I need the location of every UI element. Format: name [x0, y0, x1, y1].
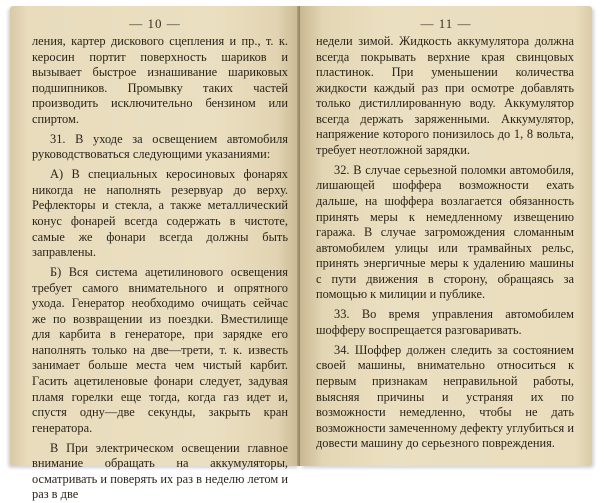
right-page-number: — 11 —: [420, 16, 472, 31]
right-paragraph-1: недели зимой. Жидкость аккумулятора должна всегда покрывать верхние края свинцовых пластинок. При уменьшении количества жидкости каждый раз при осмотре добавлять только дистиллированную воду. Аккумулятор всегда держать заряженными. Аккумулятор, напряжение которого понизилось до 1, 8 вольта, требует неотложной зарядки.: [316, 34, 574, 157]
left-paragraph-2: 31. В уходе за освещением автомобиля руководствоваться следующими указаниями:: [32, 131, 288, 162]
left-paragraph-1: ления, картер дискового сцепления и пр., т. к. керосин портит поверхность шариков и вызывает быстрое изнашивание шариковых подшипников. Промывку таких частей производить исключительно бензином или спиртом.: [32, 34, 288, 126]
right-paragraph-3: 33. Во время управления автомобилем шофферу воспрещается разговаривать.: [316, 307, 574, 337]
right-paragraph-4: 34. Шоффер должен следить за состоянием своей машины, внимательно относиться к первым признакам неправильной работы, выясняя причины и устраняя их по возможности немедленно, чтобы не дать возможности замеченному дефекту углубиться и довести машину до серьезного повреждения.: [316, 342, 574, 451]
right-page-text: [316, 34, 574, 452]
left-paragraph-4: Б) Вся система ацетилинового освещения требует самого внимательного и опрятного ухода. Генератор необходимо очищать сейчас же по возвращении из поездки. Вместилище для карбита в генераторе, при зарядке его наполнять только на две—трети, т. к. известь занимает больше места чем чистый карбит. Гасить ацетиленовые фонари следует, задувая пламя горелки еще тогда, когда газ идет и, спустя одну—две секунды, закрыть кран генератора.: [32, 265, 288, 435]
left-page-number: — 10 —: [129, 16, 181, 31]
left-page: [10, 6, 300, 502]
left-paragraph-3: А) В специальных керосиновых фонарях никогда не наполнять резервуар до верху. Рефлекторы и стекла, а также металлический конус фонарей всегда содержать в чистоте, самые же фонари всегда должны быть заправлены.: [32, 167, 288, 260]
left-paragraph-5: В При электрическом освещении главное внимание обращать на аккумуляторы, осматривать и поверять их раз в неделю летом и раз в две: [32, 440, 288, 502]
left-page-text: [32, 34, 288, 503]
right-page: [300, 6, 592, 466]
right-paragraph-2: 32. В случае серьезной поломки автомобиля, лишающей шоффера возможности ехать дальше, на шоффера возлагается обязанность принять меры к немедленному извещению гаража. В случае загромождения сломанным автомобилем улицы или трамвайных рельс, принять энергичные меры к удалению машины с пути движения в сторону, обращаясь за помощью к милиции и публике.: [316, 162, 574, 302]
